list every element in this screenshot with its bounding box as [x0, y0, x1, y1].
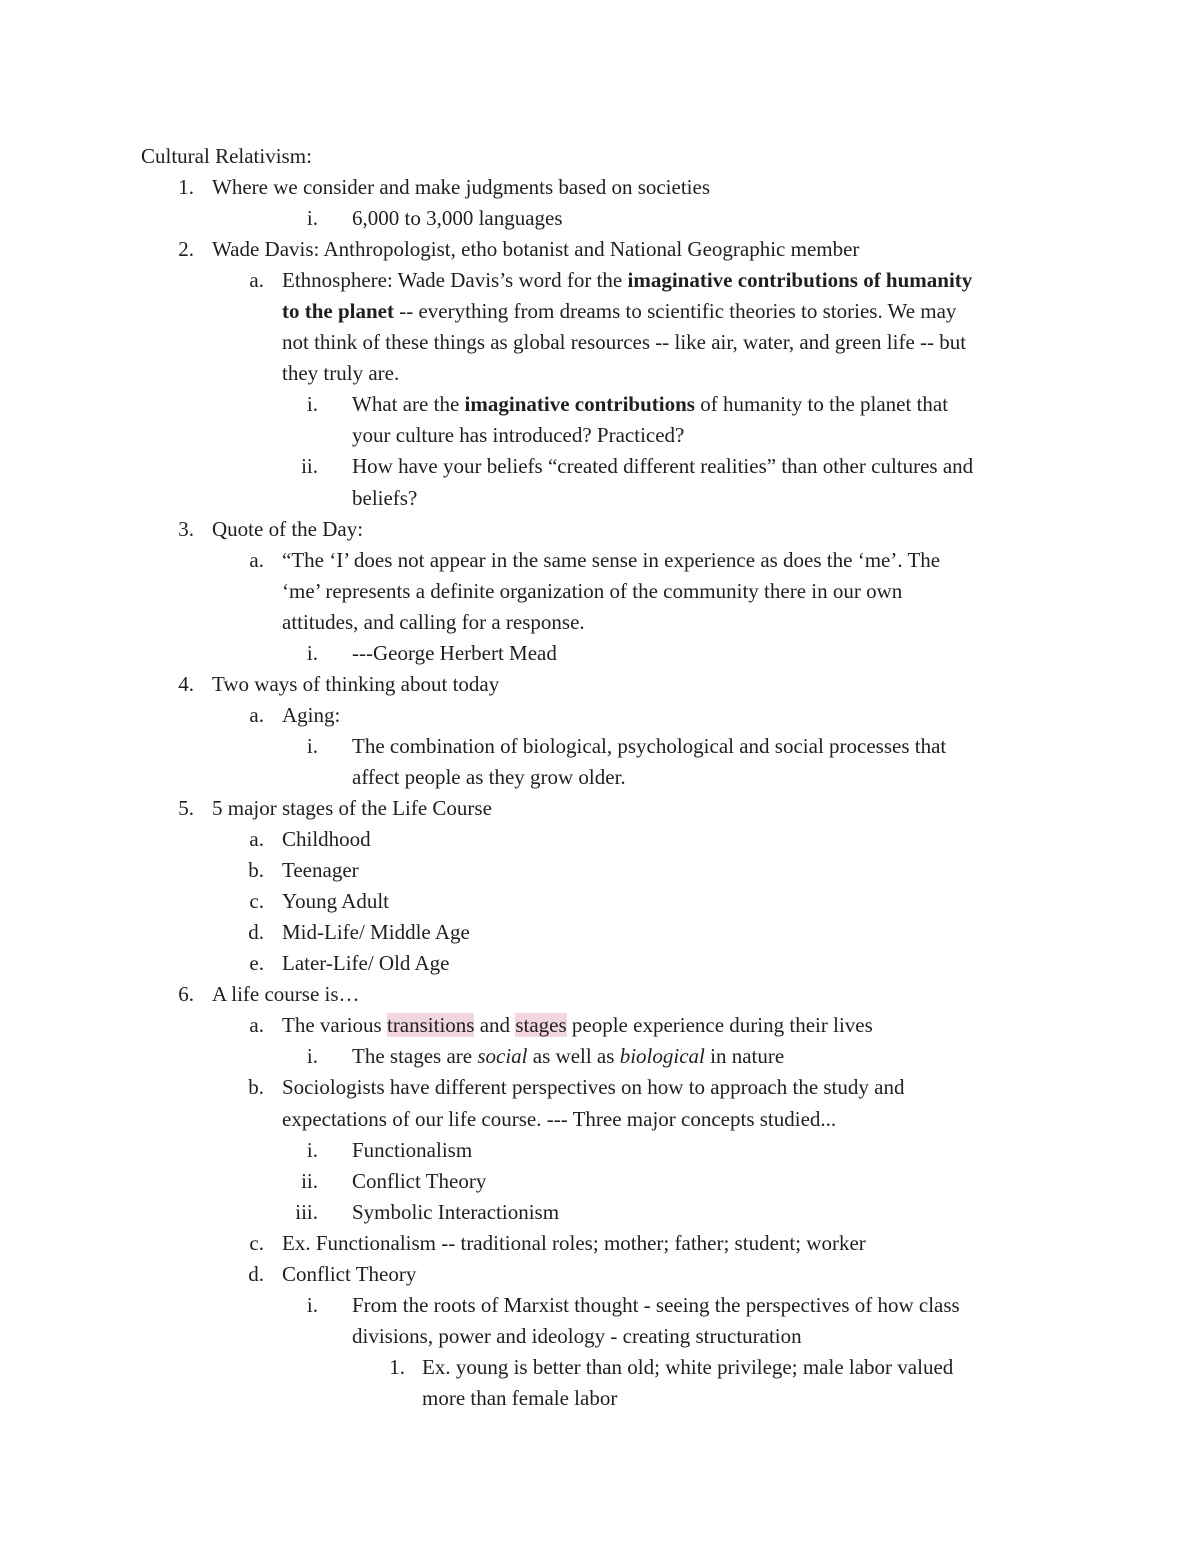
list-item-text [352, 1166, 486, 1197]
list-item-text [212, 793, 492, 824]
text-segment: -- everything from dreams to scientific theories to stories. We may [394, 299, 957, 324]
list-item-text [282, 1259, 416, 1290]
list-item-text [352, 762, 626, 793]
list-marker: ii. [301, 1168, 318, 1193]
list-item-text [282, 296, 956, 327]
list-item-text [352, 203, 563, 234]
list-item-text [212, 669, 499, 700]
list-marker: a. [249, 1013, 264, 1038]
text-segment: Later-Life/ Old Age [282, 951, 450, 976]
list-marker: i. [306, 1137, 318, 1162]
list-marker: c. [249, 889, 264, 914]
list-marker: d. [248, 1261, 264, 1286]
text-segment: beliefs? [352, 485, 418, 510]
list-item-text [352, 420, 684, 451]
list-item-text [212, 172, 710, 203]
bold-text: imaginative contributions [464, 392, 695, 417]
text-segment: Ex. young is better than old; white privilege; male labor valued [422, 1354, 954, 1379]
text-segment: people experience during their lives [566, 1013, 873, 1038]
bold-text: to the planet [282, 299, 394, 324]
list-item-text [352, 1041, 784, 1072]
text-segment: Young Adult [282, 889, 389, 914]
list-item-text [212, 514, 363, 545]
list-marker: 3. [178, 516, 194, 541]
text-segment: they truly are. [282, 361, 400, 386]
list-item-text [352, 389, 948, 420]
list-marker: b. [248, 858, 264, 883]
text-segment: Mid-Life/ Middle Age [282, 920, 470, 945]
list-item-text [352, 638, 557, 669]
highlighted-text: transitions [386, 1013, 475, 1038]
text-segment: Two ways of thinking about today [212, 671, 500, 696]
text-segment: divisions, power and ideology - creating structuration [352, 1323, 802, 1348]
list-marker: a. [249, 268, 264, 293]
list-marker: i. [306, 733, 318, 758]
text-segment: The various [282, 1013, 387, 1038]
text-segment: What are the [352, 392, 465, 417]
list-item-text [282, 265, 972, 296]
list-marker: 4. [178, 671, 194, 696]
list-item-text [282, 948, 450, 979]
bold-text: imaginative contributions of humanity [627, 268, 973, 293]
list-item-text [352, 1197, 559, 1228]
list-marker: i. [306, 392, 318, 417]
text-segment: Sociologists have different perspectives on how to approach the study and [282, 1075, 905, 1100]
list-marker: 6. [178, 982, 194, 1007]
text-segment: Symbolic Interactionism [352, 1199, 560, 1224]
text-segment: ‘me’ represents a definite organization of the community there in our own [282, 578, 903, 603]
text-segment: attitudes, and calling for a response. [282, 609, 585, 634]
text-segment: “The ‘I’ does not appear in the same sense in experience as does the ‘me’. The [282, 547, 941, 572]
list-item-text [352, 1135, 472, 1166]
text-segment: Conflict Theory [352, 1168, 487, 1193]
text-segment: Ex. Functionalism -- traditional roles; mother; father; student; worker [282, 1230, 866, 1255]
text-segment: Aging: [282, 702, 341, 727]
list-item-text [422, 1352, 953, 1383]
text-segment: 6,000 to 3,000 languages [352, 206, 563, 231]
list-marker: i. [306, 1292, 318, 1317]
list-item-text [352, 451, 973, 482]
list-item-text [282, 700, 340, 731]
list-item-text [282, 1072, 904, 1103]
text-segment: How have your beliefs “created different realities” than other cultures and [352, 454, 974, 479]
text-segment: Teenager [282, 858, 359, 883]
text-segment: and [474, 1013, 516, 1038]
list-item-text [212, 234, 859, 265]
list-marker: a. [249, 547, 264, 572]
list-item-text [212, 979, 360, 1010]
list-marker: a. [249, 827, 264, 852]
text-segment: ---George Herbert Mead [352, 640, 557, 665]
list-item-text [282, 327, 966, 358]
text-segment: Functionalism [352, 1137, 473, 1162]
list-item-text [282, 358, 399, 389]
list-marker: 2. [178, 237, 194, 262]
italic-text: social [477, 1044, 528, 1069]
highlighted-text: stages [515, 1013, 567, 1038]
list-marker: d. [248, 920, 264, 945]
list-item-text [282, 1010, 873, 1041]
text-segment: more than female labor [422, 1385, 618, 1410]
list-item-text [282, 1104, 836, 1135]
list-item-text [282, 1228, 866, 1259]
text-segment: Where we consider and make judgments based on societies [212, 175, 711, 199]
text-segment: of humanity to the planet that [694, 392, 949, 417]
list-marker: a. [249, 702, 264, 727]
text-segment: Childhood [282, 827, 371, 852]
text-segment: 5 major stages of the Life Course [212, 796, 492, 820]
text-segment: in nature [704, 1044, 785, 1069]
list-marker: ii. [301, 454, 318, 479]
text-segment: affect people as they grow older. [352, 764, 626, 789]
text-segment: A life course is… [212, 982, 360, 1007]
text-segment: Ethnosphere: Wade Davis’s word for the [282, 268, 628, 293]
list-marker: 1. [178, 175, 194, 199]
list-item-text [352, 1321, 802, 1352]
list-marker: iii. [295, 1199, 318, 1224]
text-segment: as well as [527, 1044, 620, 1069]
text-segment: expectations of our life course. --- Three major concepts studied... [282, 1106, 837, 1131]
list-item-text [282, 855, 359, 886]
list-item-text [282, 607, 585, 638]
list-marker: i. [306, 640, 318, 665]
list-item-text [282, 886, 389, 917]
text-segment: Quote of the Day: [212, 516, 364, 541]
list-item-text [282, 824, 371, 855]
text-segment: The combination of biological, psychological and social processes that [352, 733, 947, 758]
list-marker: c. [249, 1230, 264, 1255]
list-marker: b. [248, 1075, 264, 1100]
text-segment: your culture has introduced? Practiced? [352, 423, 685, 448]
list-item-text [282, 917, 470, 948]
list-marker: i. [306, 1044, 318, 1069]
text-segment: The stages are [352, 1044, 478, 1069]
italic-text: biological [619, 1044, 705, 1069]
text-segment: not think of these things as global resources -- like air, water, and green life -- but [282, 330, 967, 355]
document-title: Cultural Relativism: [141, 144, 312, 168]
text-segment: From the roots of Marxist thought - seeing the perspectives of how class [352, 1292, 960, 1317]
list-marker: 1. [389, 1354, 405, 1379]
list-item-text [352, 483, 417, 514]
list-item-text [352, 731, 946, 762]
list-item-text [352, 1290, 960, 1321]
list-marker: i. [306, 206, 318, 231]
list-marker: e. [249, 951, 264, 976]
text-segment: Wade Davis: Anthropologist, etho botanist and National Geographic member [212, 237, 860, 262]
list-item-text [282, 576, 902, 607]
list-marker: 5. [178, 796, 194, 820]
list-item-text [422, 1383, 617, 1414]
list-item-text [282, 545, 940, 576]
text-segment: Conflict Theory [282, 1261, 417, 1286]
